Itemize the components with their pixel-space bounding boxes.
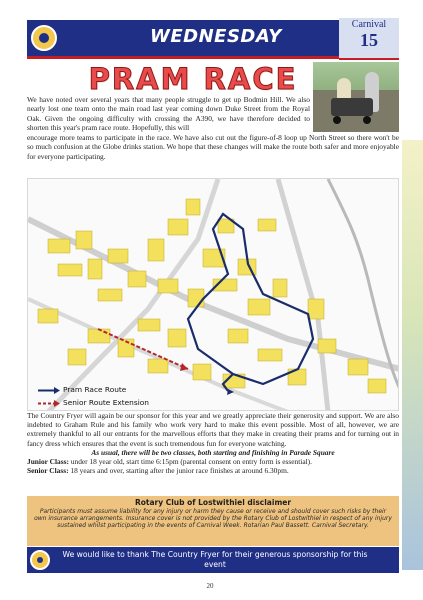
senior-class — [27, 466, 399, 475]
carnival-label: Carnival — [351, 19, 387, 30]
disclaimer-text: Participants must assume liability for any injury or harm they cause or receive and should cover such risks by their own insurance arrangements. Insurance cover is not provided by the Rotary Club of Lostwithiel in respect of any injury sustained whilst participating in the events of Carnival Week. Rotarian Paul Bassett. Carnival Secretary. — [34, 508, 392, 530]
disclaimer-title: Rotary Club of Lostwithiel disclaimer — [134, 498, 292, 507]
day-title: WEDNESDAY — [150, 26, 282, 47]
disclaimer-box — [27, 496, 399, 546]
body-text — [27, 411, 399, 475]
senior-text: 18 years and over, starting after the junior race finishes at around 6.30pm. — [68, 466, 289, 476]
legend-item-extension — [37, 398, 187, 409]
junior-class — [27, 457, 399, 466]
senior-label: Senior Class: — [27, 466, 69, 476]
intro-paragraph: We have noted over several years that many people struggle to get up Bodmin Hill. We also nearly lost one team onto the main road last year coming down Duke Street from the Royal Oak. Given the ongoing difficulty with crossing the A390, we have therefore decided to shorten this year's pram race route. Hopefully, this will — [27, 95, 310, 133]
route-map — [27, 178, 399, 411]
junior-text: under 18 year old, start time 6:15pm (parental consent on entry form is essential). — [68, 457, 312, 467]
legend-label: Senior Route Extension — [63, 398, 149, 407]
sponsor-paragraph: The Country Fryer will again be our sponsor for this year and we greatly appreciate their generosity and support. We are also indebted to Graham Rule and his family who work very hard to make this event possible. Most of all, however, we are extremely thankful to all our entrants for the marvellous efforts that they make in creating their prams and for turning out in fancy dress which ensures that the event is such tremendous fun for everyone watching. — [27, 411, 399, 448]
classes-note: As usual, there will be two classes, both starting and finishing in Parade Square — [91, 447, 335, 457]
solid-arrow-icon — [37, 386, 61, 395]
pram-race-photo — [313, 62, 399, 132]
dashed-arrow-icon — [37, 399, 61, 408]
decorative-side-strip — [402, 140, 423, 570]
junior-label: Junior Class: — [27, 457, 69, 467]
page-number: 20 — [206, 582, 214, 590]
carnival-badge — [339, 18, 399, 60]
route-map-graphic — [28, 179, 399, 411]
sponsor-thanks-bar — [27, 547, 399, 573]
rotary-logo-icon — [31, 25, 57, 51]
map-legend — [37, 385, 167, 411]
legend-label: Pram Race Route — [63, 385, 127, 394]
legend-item-route — [37, 385, 187, 396]
rotary-logo-icon — [30, 550, 50, 570]
page-title: PRAM RACE — [88, 62, 298, 96]
sponsor-thanks-text: We would like to thank The Country Fryer for their generous sponsorship for this event — [62, 550, 368, 569]
carnival-number: 15 — [360, 30, 378, 50]
intro-paragraph-continued: encourage more teams to participate in the race. We have also cut out the figure-of-8 loop up North Street so there won't be so much confusion at the Globe drinks station. We hope that these changes will make the route both safer and more enjoyable for everyone participating. — [27, 133, 399, 161]
